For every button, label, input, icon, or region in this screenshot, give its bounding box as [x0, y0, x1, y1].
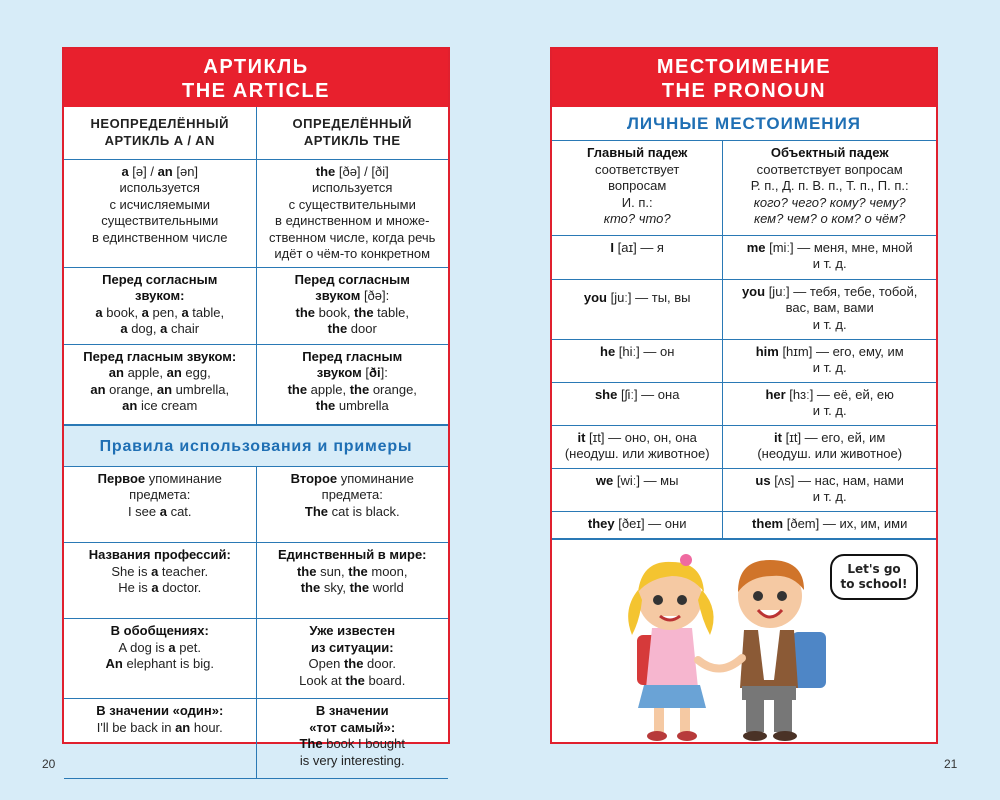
page-number-right: 21 — [944, 757, 958, 771]
table-row — [64, 543, 448, 619]
article-table — [64, 107, 448, 425]
rule-second-mention: Второе упоминание предмета: The cat is black. — [256, 467, 448, 543]
pronoun-him: him [hɪm] — его, ему, им и т. д. — [723, 339, 936, 382]
rule-generalization: В обобщениях: A dog is a pet. An elephant is big. — [64, 619, 256, 699]
pronoun-you: you [juː] — ты, вы — [552, 279, 723, 339]
definite-usage: the [ðə] / [ði] используется с существительными в единственном и множе- ственном числе, когда речь идёт о чём-то конкретном — [256, 159, 448, 267]
pronoun-he: he [hiː] — он — [552, 339, 723, 382]
definite-consonant: Перед согласным звуком [ðə]: the book, the table, the door — [256, 267, 448, 344]
nominative-head: Главный падеж соответствует вопросам И. п.: кто? что? — [552, 141, 723, 235]
table-row — [64, 619, 448, 699]
pronoun-it: it [ɪt] — оно, он, она (неодуш. или животное) — [552, 425, 723, 468]
rule-the-same: В значении «тот самый»: The book I bought is very interesting. — [256, 699, 448, 779]
indefinite-article-head: НЕОПРЕДЕЛЁННЫЙ АРТИКЛЬ A / AN — [64, 107, 256, 159]
pronoun-she: she [ʃiː] — она — [552, 382, 723, 425]
pronoun-title-ru: МЕСТОИМЕНИЕ — [656, 56, 832, 78]
pronoun-header — [552, 49, 936, 107]
table-row — [552, 425, 936, 468]
rule-known: Уже известен из ситуации: Open the door. Look at the board. — [256, 619, 448, 699]
page-article — [62, 47, 450, 768]
objective-head: Объектный падеж соответствует вопросам Р. п., Д. п. В. п., Т. п., П. п.: кого? чего? кому? чему? кем? чем? о ком? о чём? — [723, 141, 936, 235]
table-row — [64, 467, 448, 543]
speech-bubble — [830, 554, 918, 600]
girl-figure — [628, 554, 713, 741]
rules-title: Правила использования и примеры — [64, 425, 448, 467]
table-row — [64, 159, 448, 267]
boy-figure — [738, 560, 826, 741]
table-row — [64, 344, 448, 424]
pronoun-i: I [aɪ] — я — [552, 235, 723, 279]
pronoun-me: me [miː] — меня, мне, мной и т. д. — [723, 235, 936, 279]
page-pronoun — [550, 47, 938, 744]
pronoun-we: we [wiː] — мы — [552, 468, 723, 511]
pronoun-her: her [hɜː] — её, ей, ею и т. д. — [723, 382, 936, 425]
indefinite-vowel: Перед гласным звуком: an apple, an egg, an orange, an umbrella, an ice cream — [64, 344, 256, 424]
table-row — [552, 511, 936, 538]
definite-vowel: Перед гласным звуком [ði]: the apple, the orange, the umbrella — [256, 344, 448, 424]
indefinite-usage: a [ə] / an [ən] используется с исчисляемыми существительными в единственном числе — [64, 159, 256, 267]
article-title-en: THE ARTICLE — [182, 80, 330, 102]
definite-article-head: ОПРЕДЕЛЁННЫЙ АРТИКЛЬ THE — [256, 107, 448, 159]
table-row — [552, 468, 936, 511]
pronoun-them: them [ðem] — их, им, ими — [723, 511, 936, 538]
pronoun-they: they [ðeɪ] — они — [552, 511, 723, 538]
rule-professions: Названия профессий: She is a teacher. He is a doctor. — [64, 543, 256, 619]
pronoun-it-obj: it [ɪt] — его, ей, им (неодуш. или животное) — [723, 425, 936, 468]
rule-one: В значении «один»: I'll be back in an hour. — [64, 699, 256, 779]
page-number-left: 20 — [42, 757, 56, 771]
rule-first-mention: Первое упоминание предмета: I see a cat. — [64, 467, 256, 543]
bubble-line-2: to school! — [840, 576, 908, 591]
table-row — [64, 267, 448, 344]
table-row — [64, 699, 448, 779]
bubble-line-1: Let's go — [847, 561, 901, 576]
pronoun-table — [552, 141, 936, 539]
table-row — [552, 235, 936, 279]
pronoun-title-en: THE PRONOUN — [661, 80, 827, 102]
table-row — [552, 279, 936, 339]
personal-pronouns-title: ЛИЧНЫЕ МЕСТОИМЕНИЯ — [552, 107, 936, 141]
rules-table — [64, 467, 448, 780]
article-title-ru: АРТИКЛЬ — [203, 56, 309, 78]
rule-unique: Единственный в мире: the sun, the moon, the sky, the world — [256, 543, 448, 619]
table-row — [552, 382, 936, 425]
pronoun-us: us [ʌs] — нас, нам, нами и т. д. — [723, 468, 936, 511]
article-header — [64, 49, 448, 107]
kids-illustration — [552, 539, 936, 747]
table-row — [552, 339, 936, 382]
pronoun-you-obj: you [juː] — тебя, тебе, тобой, вас, вам, вами и т. д. — [723, 279, 936, 339]
indefinite-consonant: Перед согласным звуком: a book, a pen, a table, a dog, a chair — [64, 267, 256, 344]
